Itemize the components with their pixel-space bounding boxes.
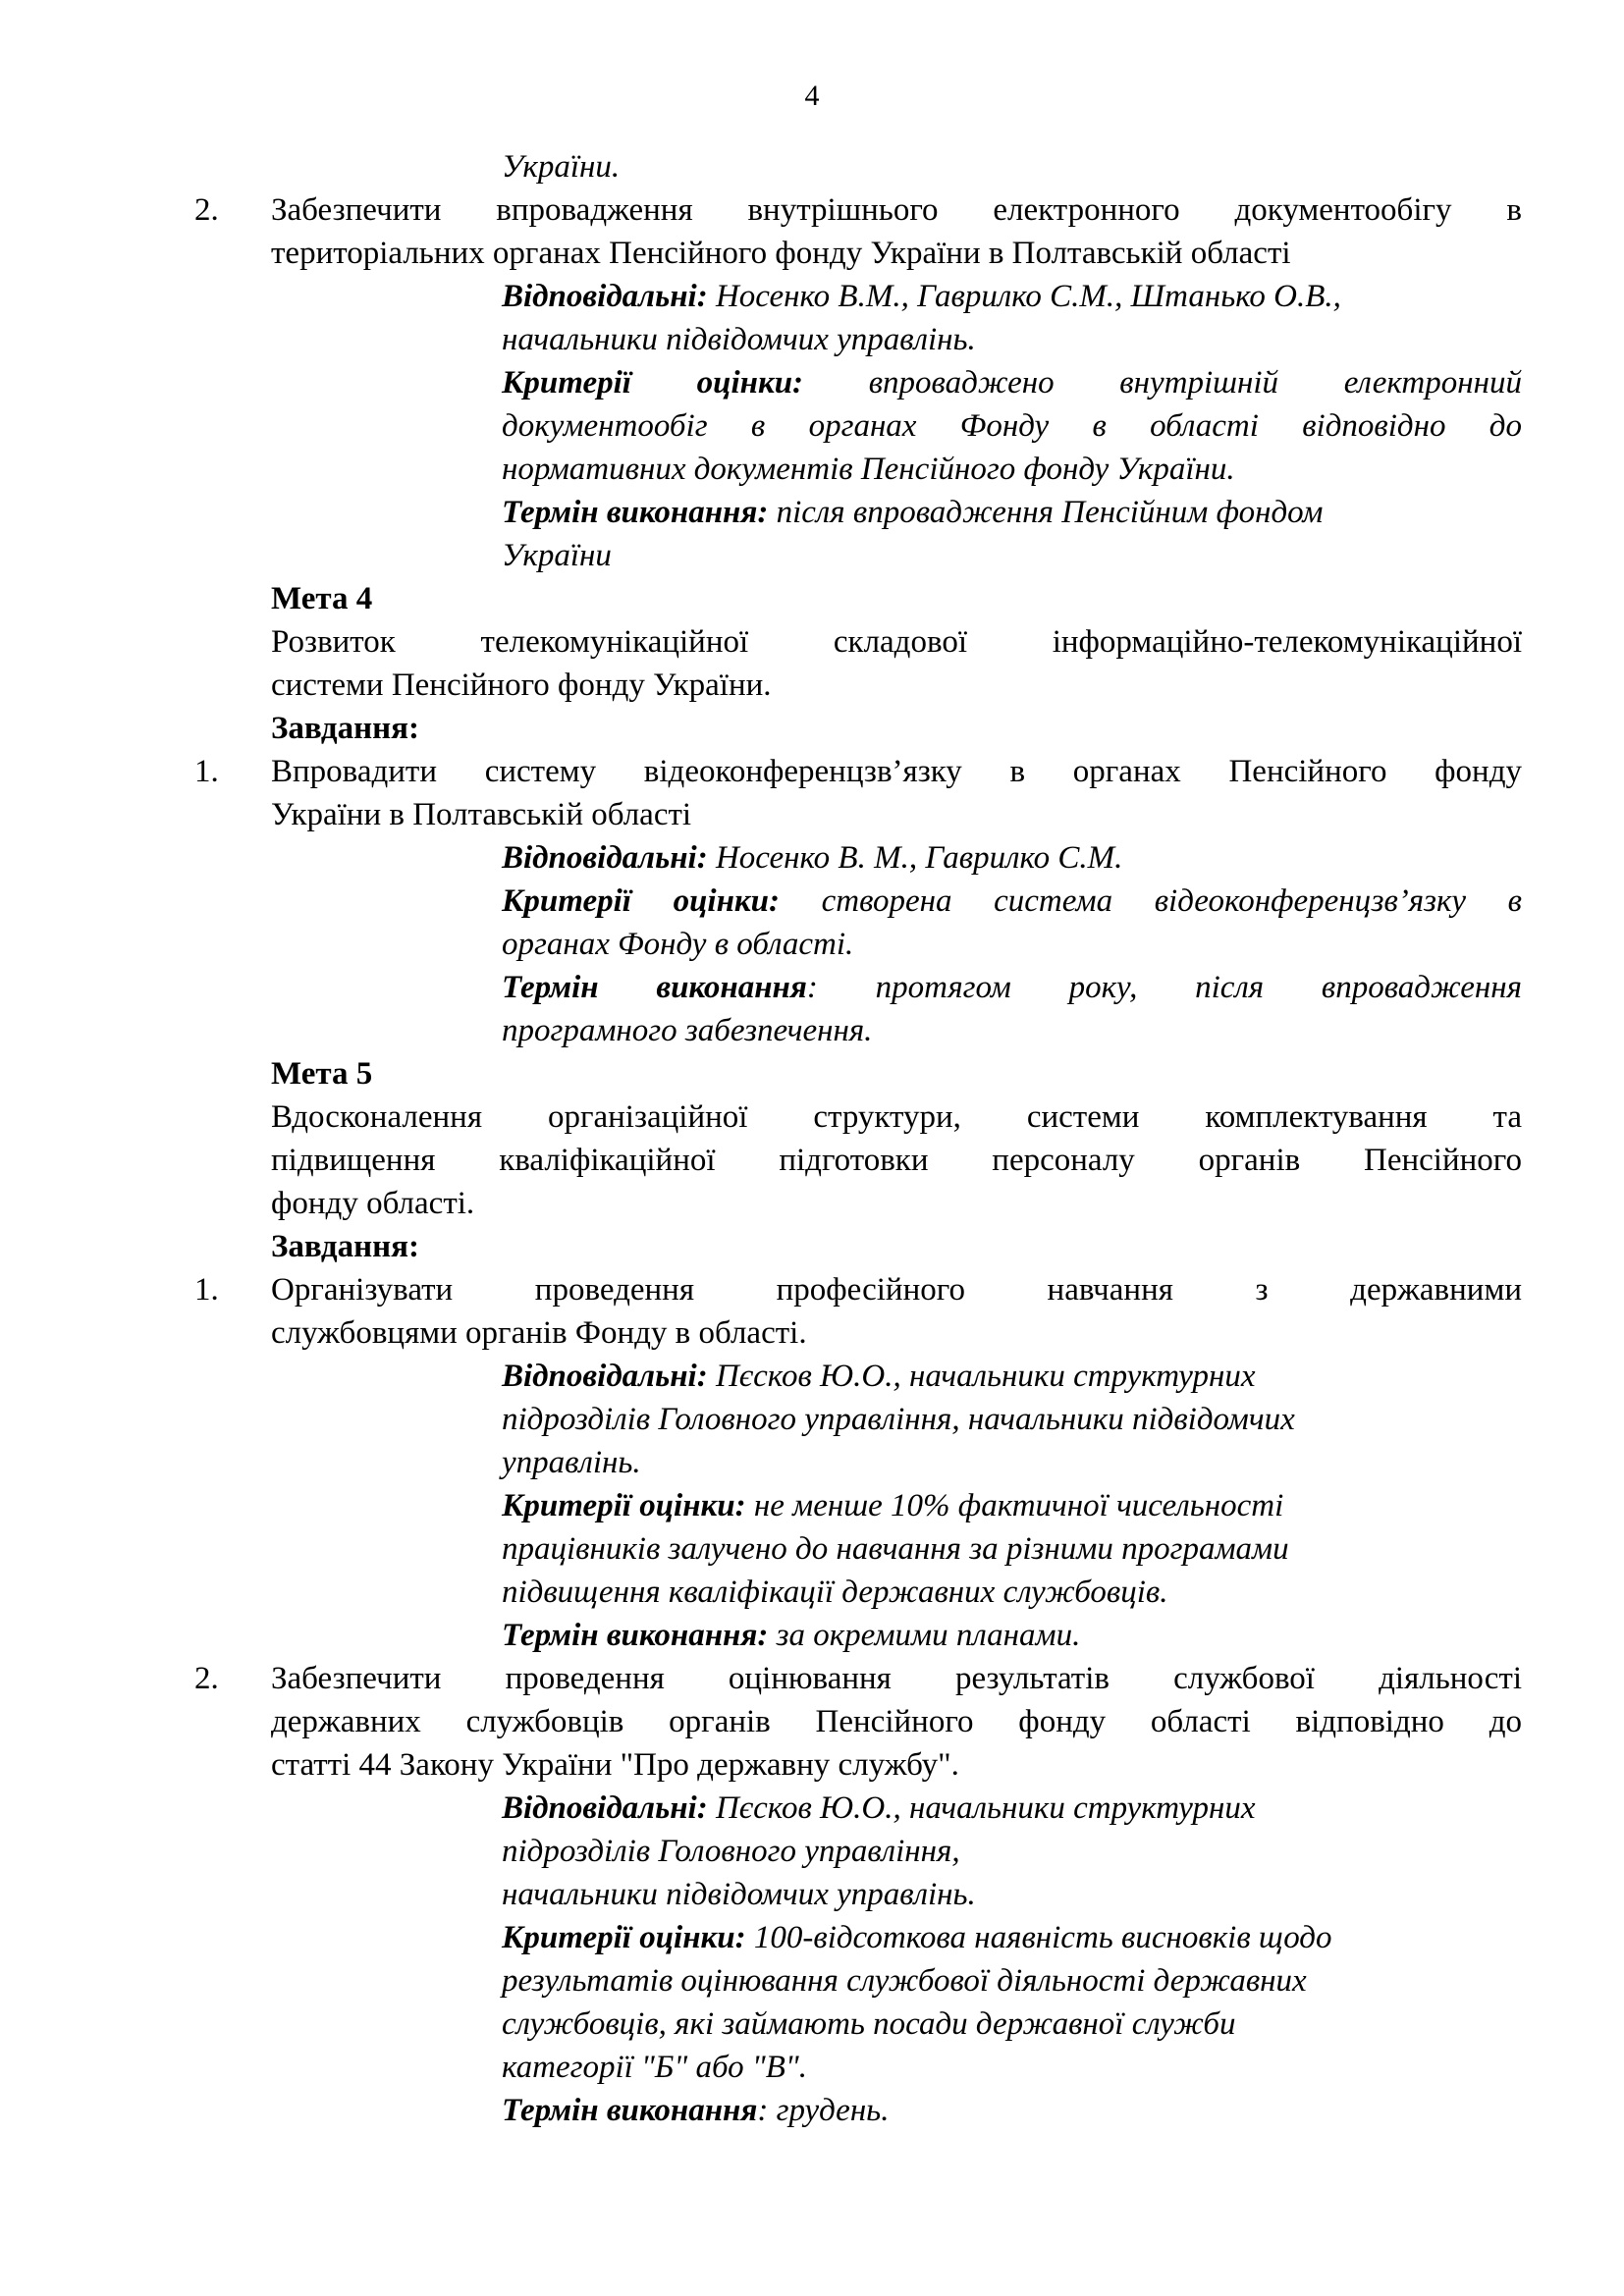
criteria-line: результатів оцінювання службової діяльності державних [502,1963,1307,1999]
responsible-line: підрозділів Головного управління, [502,1834,960,1869]
responsible-line: Відповідальні: Носенко В. М., Гаврилко С.М. [502,840,1123,876]
item-number: 1. [194,754,219,789]
criteria-block: Критерії оцінки: впроваджено внутрішній електронний документообіг в органах Фонду в області відповідно до нормативних документів Пенсійного фонду України. [502,365,1522,487]
deadline-block: Термін виконання: протягом року, після впровадження програмного забезпечення. [502,970,1522,1048]
criteria-line: категорії "Б" або "В". [502,2050,808,2085]
tasks-heading: Завдання: [271,1229,419,1264]
document-body [194,145,1522,2132]
task-text: статті 44 Закону України "Про державну службу". [271,1747,959,1783]
item-number: 1. [194,1272,219,1308]
criteria-line: працівників залучено до навчання за різними програмами [502,1531,1289,1567]
responsible-line: начальники підвідомчих управлінь. [502,322,976,357]
goal-text: фонду області. [271,1186,475,1221]
continuation-line: України. [502,149,621,185]
responsible-line: управлінь. [502,1445,641,1480]
goal-text: системи Пенсійного фонду України. [271,667,772,703]
task-item [194,1268,1522,1355]
item-number: 2. [194,1661,219,1696]
task-item [194,188,1522,275]
criteria-line: службовців, які займають посади державної служби [502,2006,1236,2042]
criteria-line: підвищення кваліфікації державних службовців. [502,1575,1168,1610]
task-text: України в Полтавській області [271,797,692,832]
task-text: Впровадити систему відеоконференцзв’язку в органах Пенсійного фонду [271,754,1522,789]
criteria-line: Критерії оцінки: не менше 10% фактичної чисельності [502,1488,1284,1523]
goal-text: Розвиток телекомунікаційної складової інформаційно-телекомунікаційної [271,624,1522,660]
item-number: 2. [194,192,219,228]
task-text: Забезпечити проведення оцінювання результатів службової діяльності [271,1661,1522,1696]
responsible-line: Відповідальні: Носенко В.М., Гаврилко С.М., Штанько О.В., [502,279,1341,314]
responsible-line: Відповідальні: Пєсков Ю.О., начальники структурних [502,1790,1256,1826]
task-text: Організувати проведення професійного навчання з державними [271,1272,1522,1308]
goal-text: підвищення кваліфікаційної підготовки персоналу органів Пенсійного [271,1143,1522,1178]
deadline-line: України [502,538,612,573]
goal-heading: Мета 5 [271,1056,373,1092]
task-item [194,1657,1522,1787]
page-number: 4 [804,80,820,112]
responsible-line: Відповідальні: Пєсков Ю.О., начальники структурних [502,1359,1256,1394]
goal-heading: Мета 4 [271,581,373,616]
criteria-line: Критерії оцінки: 100-відсоткова наявність висновків щодо [502,1920,1332,1955]
deadline-line: Термін виконання: грудень. [502,2093,890,2128]
deadline-line: Термін виконання: після впровадження Пенсійним фондом [502,495,1324,530]
tasks-heading: Завдання: [271,711,419,746]
task-text: територіальних органах Пенсійного фонду України в Полтавській області [271,236,1291,271]
deadline-line: Термін виконання: за окремими планами. [502,1618,1081,1653]
criteria-block: Критерії оцінки: створена система відеоконференцзв’язку в органах Фонду в області. [502,883,1522,962]
task-item [194,750,1522,836]
task-text: Забезпечити впровадження внутрішнього електронного документообігу в [271,192,1522,228]
task-text: службовцями органів Фонду в області. [271,1315,807,1351]
task-text: державних службовців органів Пенсійного фонду області відповідно до [271,1704,1522,1739]
responsible-line: начальники підвідомчих управлінь. [502,1877,976,1912]
goal-text: Вдосконалення організаційної структури, системи комплектування та [271,1099,1522,1135]
responsible-line: підрозділів Головного управління, начальники підвідомчих [502,1402,1295,1437]
